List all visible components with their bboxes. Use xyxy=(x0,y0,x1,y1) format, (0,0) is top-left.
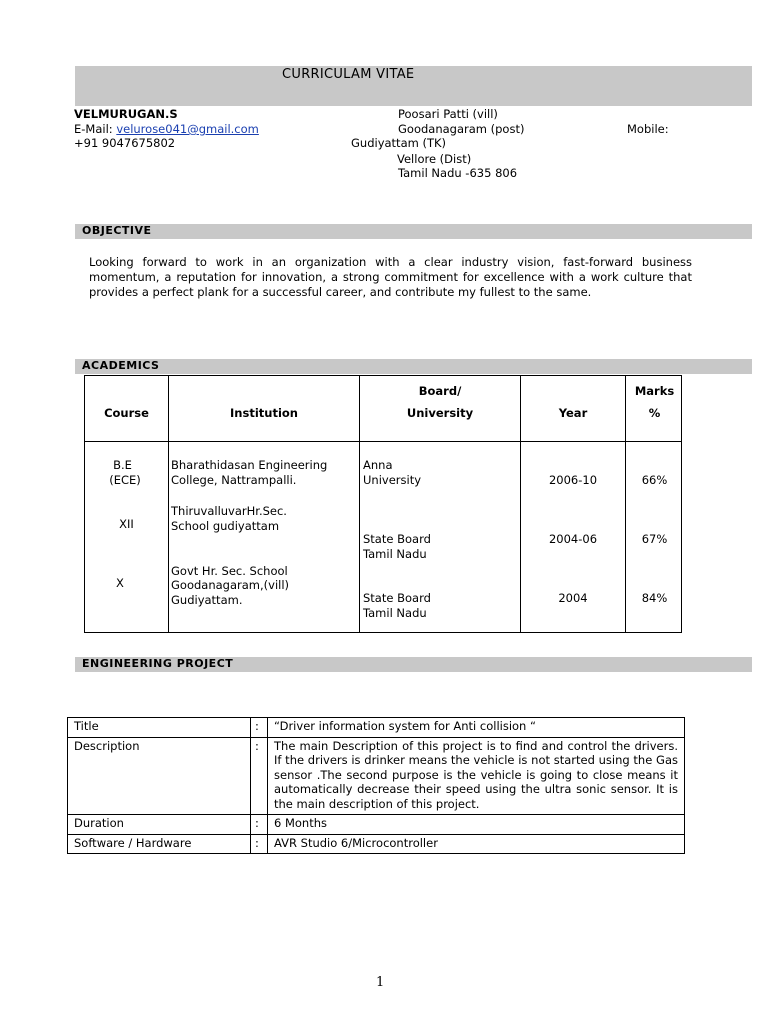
address-line-4: Vellore (Dist) xyxy=(397,152,472,166)
row3-institution-3: Gudiyattam. xyxy=(171,593,243,607)
row2-marks: 67% xyxy=(641,532,668,546)
project-separator: : xyxy=(251,815,268,835)
row2-board-2: Tamil Nadu xyxy=(363,547,427,561)
row1-board-2: University xyxy=(363,473,422,487)
row2-course: XII xyxy=(119,517,134,531)
project-title-value: “Driver information system for Anti collision “ xyxy=(268,718,685,738)
document-title: CURRICULAM VITAE xyxy=(282,67,415,82)
row1-board-1: Anna xyxy=(363,458,393,472)
project-separator: : xyxy=(251,718,268,738)
header-year: Year xyxy=(558,406,588,420)
table-row xyxy=(68,834,685,854)
project-label-description: Description xyxy=(68,737,251,815)
project-heading: ENGINEERING PROJECT xyxy=(82,657,234,670)
row2-institution-1: ThiruvalluvarHr.Sec. xyxy=(171,504,287,518)
row2-institution-2: School gudiyattam xyxy=(171,519,280,533)
header-marks-2: % xyxy=(648,406,661,420)
mobile-label: Mobile: xyxy=(627,122,669,136)
header-course: Course xyxy=(104,406,149,420)
row3-board-1: State Board xyxy=(363,591,431,605)
academics-heading: ACADEMICS xyxy=(82,359,160,372)
row1-institution-2: College, Nattrampalli. xyxy=(171,473,297,487)
objective-heading: OBJECTIVE xyxy=(82,224,152,237)
header-board-2: University xyxy=(406,406,474,420)
project-label-duration: Duration xyxy=(68,815,251,835)
email-link[interactable]: velurose041@gmail.com xyxy=(116,122,259,136)
header-board-1: Board/ xyxy=(418,384,462,398)
row2-year: 2004-06 xyxy=(548,532,598,546)
row3-year: 2004 xyxy=(558,591,588,605)
candidate-name: VELMURUGAN.S xyxy=(74,107,178,121)
phone-number: +91 9047675802 xyxy=(74,136,176,150)
table-row xyxy=(68,815,685,835)
address-line-5: Tamil Nadu -635 806 xyxy=(398,166,518,180)
address-line-2: Goodanagaram (post) xyxy=(398,122,525,136)
project-description-value: The main Description of this project is to find and control the drivers. If the drivers is drinker means the vehicle is not started using the Gas sensor .The second purpose is the vehicle is going to close means it automatically decrease their speed using the ultra sonic sensor. It is the main description of this project. xyxy=(268,737,685,815)
row1-course-2: (ECE) xyxy=(109,473,141,487)
project-table xyxy=(67,717,685,854)
page-number: 1 xyxy=(376,975,385,990)
header-marks-1: Marks xyxy=(634,384,675,398)
row1-institution-1: Bharathidasan Engineering xyxy=(171,458,328,472)
header-institution: Institution xyxy=(230,406,298,420)
project-software-value: AVR Studio 6/Microcontroller xyxy=(268,834,685,854)
row1-marks: 66% xyxy=(641,473,668,487)
project-label-title: Title xyxy=(68,718,251,738)
address-line-1: Poosari Patti (vill) xyxy=(398,107,498,121)
project-separator: : xyxy=(251,737,268,815)
academics-bar xyxy=(75,359,752,374)
objective-bar xyxy=(75,224,752,239)
row3-course: X xyxy=(116,576,124,590)
row1-course-1: B.E xyxy=(113,458,132,472)
email-label: E-Mail: xyxy=(74,122,113,136)
row3-board-2: Tamil Nadu xyxy=(363,606,427,620)
row3-institution-1: Govt Hr. Sec. School xyxy=(171,564,288,578)
project-label-software: Software / Hardware xyxy=(68,834,251,854)
table-divider xyxy=(85,441,681,442)
project-separator: : xyxy=(251,834,268,854)
academics-table xyxy=(84,375,682,633)
table-row xyxy=(68,737,685,815)
address-line-3: Gudiyattam (TK) xyxy=(351,136,447,150)
table-row xyxy=(68,718,685,738)
row3-institution-2: Goodanagaram,(vill) xyxy=(171,578,290,592)
objective-text: Looking forward to work in an organization with a clear industry vision, fast-forward business momentum, a reputation for innovation, a strong commitment for excellence with a work culture that provides a perfect plank for a successful career, and contribute my fullest to the same. xyxy=(89,255,692,299)
row1-year: 2006-10 xyxy=(548,473,598,487)
row2-board-1: State Board xyxy=(363,532,431,546)
row3-marks: 84% xyxy=(641,591,668,605)
email-line xyxy=(74,122,259,137)
project-duration-value: 6 Months xyxy=(268,815,685,835)
